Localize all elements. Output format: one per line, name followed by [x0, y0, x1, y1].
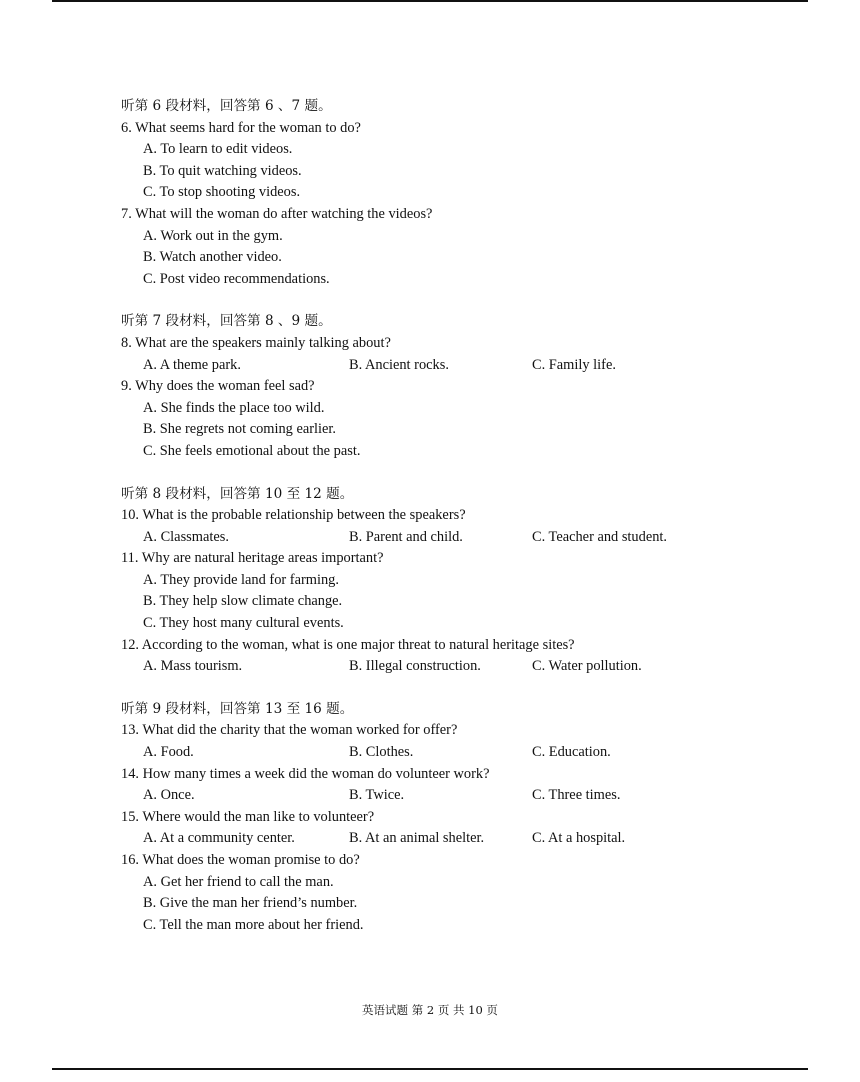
question-10: 10. What is the probable relationship between the speakers?: [121, 507, 466, 524]
option-12c: C. Water pollution.: [532, 658, 642, 675]
section-heading: 听第 7 段材料，回答第 8 、9 题。: [121, 313, 332, 330]
option-9b: B. She regrets not coming earlier.: [143, 421, 337, 438]
section-7: [121, 311, 761, 462]
options-row-8: [121, 355, 761, 377]
option-13c: C. Education.: [532, 744, 611, 761]
option-11c: C. They host many cultural events.: [143, 615, 344, 632]
options-row-13: [121, 742, 761, 764]
question-7: 7. What will the woman do after watching the videos?: [121, 205, 433, 222]
option-8c: C. Family life.: [532, 356, 616, 373]
question-15: 15. Where would the man like to volunteer?: [121, 808, 375, 825]
question-14: 14. How many times a week did the woman do volunteer work?: [121, 765, 490, 782]
question-12: 12. According to the woman, what is one major threat to natural heritage sites?: [121, 636, 575, 653]
option-13b: B. Clothes.: [349, 744, 414, 761]
option-6c: C. To stop shooting videos.: [143, 184, 301, 201]
option-16b: B. Give the man her friend’s number.: [143, 895, 358, 912]
options-row-12: [121, 656, 761, 678]
option-15c: C. At a hospital.: [532, 830, 626, 847]
question-13: 13. What did the charity that the woman worked for offer?: [121, 722, 458, 739]
question-6: 6. What seems hard for the woman to do?: [121, 119, 361, 136]
page-footer: 英语试题 第 2 页 共 10 页: [362, 1003, 498, 1017]
option-14b: B. Twice.: [349, 787, 405, 804]
option-15b: B. At an animal shelter.: [349, 830, 485, 847]
option-6a: A. To learn to edit videos.: [143, 141, 293, 158]
option-10a: A. Classmates.: [143, 528, 229, 545]
options-row-14: [121, 785, 761, 807]
option-7b: B. Watch another video.: [143, 249, 282, 266]
section-8: [121, 484, 761, 678]
exam-content: [121, 96, 761, 957]
question-8: 8. What are the speakers mainly talking about?: [121, 334, 391, 351]
option-16c: C. Tell the man more about her friend.: [143, 916, 364, 933]
option-14a: A. Once.: [143, 787, 195, 804]
option-8a: A. A theme park.: [143, 356, 241, 373]
option-8b: B. Ancient rocks.: [349, 356, 449, 373]
option-9c: C. She feels emotional about the past.: [143, 442, 361, 459]
option-10c: C. Teacher and student.: [532, 528, 667, 545]
question-16: 16. What does the woman promise to do?: [121, 852, 360, 868]
section-heading: 听第 6 段材料，回答第 6 、7 题。: [121, 98, 332, 114]
section-heading: 听第 9 段材料，回答第 13 至 16 题。: [121, 700, 354, 717]
option-6b: B. To quit watching videos.: [143, 162, 302, 179]
option-10b: B. Parent and child.: [349, 528, 463, 545]
top-rule: [52, 0, 808, 2]
option-7c: C. Post video recommendations.: [143, 270, 330, 287]
option-13a: A. Food.: [143, 744, 194, 761]
option-11a: A. They provide land for farming.: [143, 571, 339, 588]
question-9: 9. Why does the woman feel sad?: [121, 378, 315, 395]
option-9a: A. She finds the place too wild.: [143, 399, 325, 416]
section-9: [121, 699, 761, 937]
section-6: [121, 96, 761, 290]
option-14c: C. Three times.: [532, 787, 621, 804]
options-row-10: [121, 527, 761, 549]
option-12b: B. Illegal construction.: [349, 658, 481, 675]
option-7a: A. Work out in the gym.: [143, 227, 283, 244]
option-12a: A. Mass tourism.: [143, 658, 243, 675]
option-15a: A. At a community center.: [143, 830, 295, 847]
bottom-rule: [52, 1068, 808, 1070]
question-11: 11. Why are natural heritage areas important?: [121, 550, 384, 567]
options-row-15: [121, 828, 761, 850]
option-11b: B. They help slow climate change.: [143, 593, 343, 610]
section-heading: 听第 8 段材料，回答第 10 至 12 题。: [121, 485, 354, 502]
option-16a: A. Get her friend to call the man.: [143, 873, 334, 890]
